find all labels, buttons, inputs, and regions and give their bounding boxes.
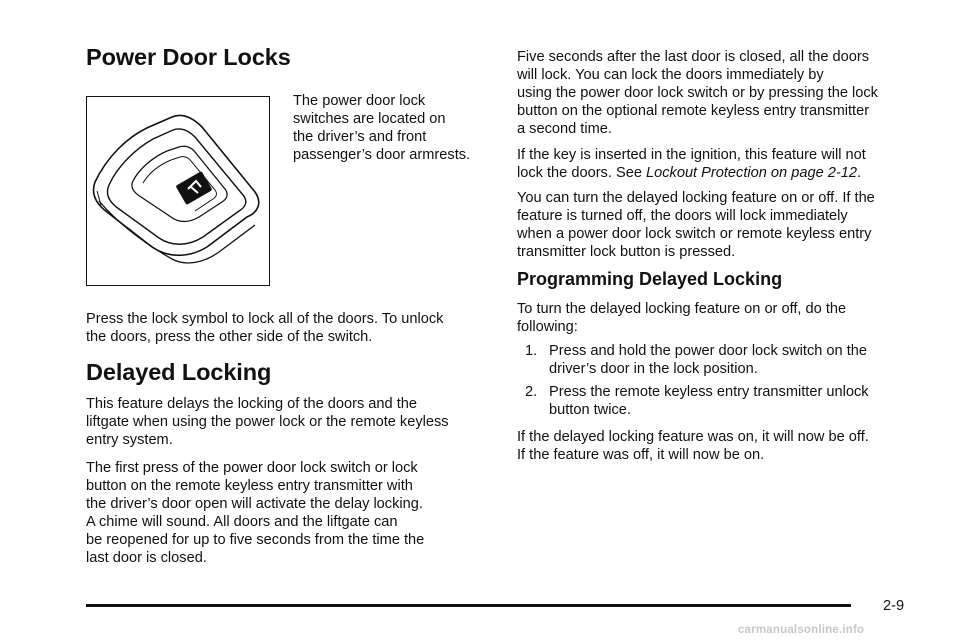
text-line: following: [517, 319, 578, 335]
text-line: button on the remote keyless entry transmitter with [86, 478, 413, 494]
text-line: when a power door lock switch or remote keyless entry [517, 226, 872, 242]
text-line: entry system. [86, 432, 173, 448]
subsection-title-programming: Programming Delayed Locking [517, 269, 783, 289]
list-number: 2. [525, 384, 538, 400]
text-line: A chime will sound. All doors and the liftgate can [86, 514, 398, 530]
page-number: 2-9 [883, 598, 905, 614]
cross-reference-link[interactable]: Lockout Protection on page 2-12 [646, 165, 857, 181]
text-line: button on the optional remote keyless entry transmitter [517, 103, 870, 119]
text-line: liftgate when using the power lock or the remote keyless [86, 414, 449, 430]
list-item [525, 342, 937, 378]
text-fragment: lock the doors. See [517, 165, 646, 181]
five-seconds-paragraph [517, 48, 937, 138]
steps-list [517, 342, 937, 419]
text-line: Press and hold the power door lock switch on the [549, 343, 867, 359]
text-line: If the delayed locking feature was on, it will now be off. [517, 429, 869, 445]
text-line: last door is closed. [86, 550, 207, 566]
door-lock-switch-icon [87, 97, 268, 284]
page-title: Power Door Locks [86, 44, 291, 70]
text-line: Five seconds after the last door is closed, all the doors [517, 49, 870, 65]
text-line: be reopened for up to five seconds from the time the [86, 532, 425, 548]
list-item [525, 383, 937, 419]
text-line [517, 164, 937, 182]
first-press-paragraph [86, 459, 496, 567]
text-line: using the power door lock switch or by pressing the lock [517, 85, 878, 101]
text-line: button twice. [549, 402, 631, 418]
section-title-delayed-locking: Delayed Locking [86, 359, 272, 385]
figure-caption [293, 92, 498, 164]
text-line: feature is turned off, the doors will lock immediately [517, 208, 848, 224]
text-line: transmitter lock button is pressed. [517, 244, 736, 260]
text-line: If the key is inserted in the ignition, this feature will not [517, 147, 866, 163]
press-lock-paragraph [86, 310, 496, 346]
text-line: This feature delays the locking of the doors and the [86, 396, 417, 412]
text-line: The first press of the power door lock switch or lock [86, 460, 418, 476]
todo-paragraph [517, 300, 937, 336]
list-number: 1. [525, 343, 538, 359]
footer-rule [86, 604, 851, 607]
text-line: the doors, press the other side of the switch. [86, 329, 373, 345]
key-ignition-paragraph [517, 146, 937, 182]
caption-line: passenger’s door armrests. [293, 147, 471, 163]
text-line: Press the lock symbol to lock all of the doors. To unlock [86, 311, 444, 327]
text-line: a second time. [517, 121, 612, 137]
text-line: driver’s door in the lock position. [549, 361, 758, 377]
caption-line: switches are located on [293, 111, 446, 127]
text-line: will lock. You can lock the doors immediately by [517, 67, 824, 83]
feature-paragraph [86, 395, 496, 449]
turn-on-off-paragraph [517, 189, 937, 261]
text-fragment: . [856, 165, 862, 181]
text-line: You can turn the delayed locking feature on or off. If the [517, 190, 875, 206]
door-lock-switch-illustration [86, 96, 270, 286]
caption-line: the driver’s and front [293, 129, 427, 145]
text-line: To turn the delayed locking feature on or off, do the [517, 301, 847, 317]
text-line: If the feature was off, it will now be on. [517, 447, 765, 463]
text-line: Press the remote keyless entry transmitter unlock [549, 384, 869, 400]
final-paragraph [517, 428, 937, 464]
watermark: carmanualsonline.info [738, 624, 865, 636]
caption-line: The power door lock [293, 93, 426, 109]
text-line: the driver’s door open will activate the delay locking. [86, 496, 423, 512]
